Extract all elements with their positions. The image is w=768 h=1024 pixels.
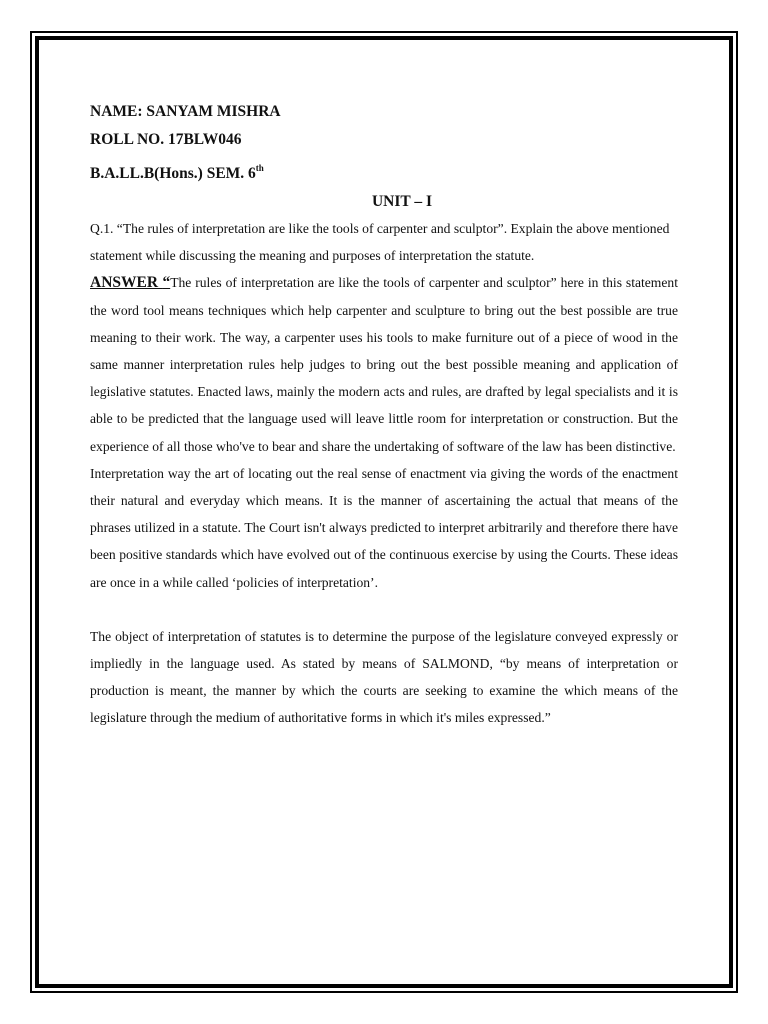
paragraph-spacer (90, 596, 678, 623)
course-text: B.A.LL.B(Hons.) SEM. 6 (90, 165, 256, 182)
answer-text: The rules of interpretation are like the tools of carpenter and sculptor” here in this statement the word tool means techniques which help carpenter and sculpture to bring out the best possible are true meaning to their work. The way, a carpenter uses his tools to make furniture out of a piece of wood in the same manner interpretation rules help judges to bring out the best possible meaning and application of legislative statutes. Enacted laws, mainly the modern acts and rules, are drafted by legal specialists and it is able to be predicted that the language used will leave little room for interpretation or construction. But the experience of all those who've to bear and share the undertaking of software of the law has been distinctive. (90, 275, 678, 454)
answer-label: ANSWER (90, 274, 163, 292)
unit-title: UNIT – I (371, 193, 432, 210)
document-body (90, 98, 678, 732)
answer-label-quote: “ (162, 274, 171, 292)
student-name: NAME: SANYAM MISHRA (90, 103, 281, 120)
course-superscript: th (255, 163, 264, 173)
roll-number: ROLL NO. 17BLW046 (90, 131, 242, 148)
course-semester (90, 154, 678, 188)
answer-paragraph (90, 269, 678, 459)
object-paragraph: The object of interpretation of statutes is to determine the purpose of the legislature conveyed expressly or impliedly in the language used. As stated by means of SALMOND, “by means of interpretation or production is meant, the manner by which the courts are seeking to examine the which means of the legislature through the medium of authoritative forms in which it's miles expressed.” (90, 628, 678, 726)
question-text: Q.1. “The rules of interpretation are like the tools of carpenter and sculptor”. Explain the above mentioned statement while discussing the meaning and purposes of interpretation the statute. (90, 221, 670, 264)
interpretation-paragraph: Interpretation way the art of locating out the real sense of enactment via giving the words of the enactment their natural and everyday which means. It is the manner of ascertaining the actual that means of the phrases utilized in a statute. The Court isn't always predicted to interpret arbitrarily and therefore there have been positive standards which have evolved out of the continuous exercise by using the Courts. These ideas are once in a while called ‘policies of interpretation’. (90, 465, 678, 590)
